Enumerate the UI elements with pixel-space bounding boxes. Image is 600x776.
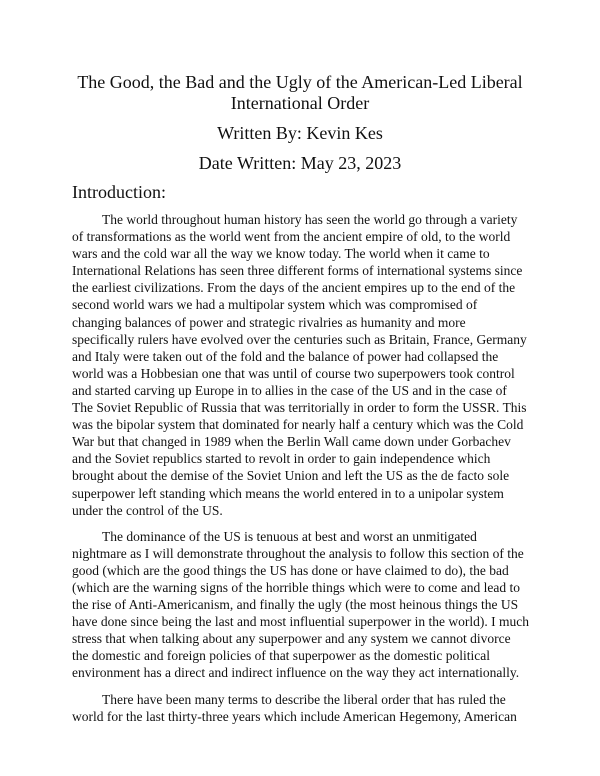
section-heading: Introduction: <box>72 182 166 202</box>
paragraph-3: There have been many terms to describe the liberal order that has ruled the world for the last thirty-three years which include American Hegemony, American <box>72 691 517 724</box>
paragraph-1: The world throughout human history has seen the world go through a variety of transformations as the world went from the ancient empire of old, to the world wars and the cold war all the way we know today. The world when it came to International Relations has seen three different forms of international systems since the earliest civilizations. From the days of the ancient empires up to the end of the second world wars we had a multipolar system which was compromised of changing balances of power and strategic rivalries as humanity and more specifically rulers have evolved over the centuries such as Britain, France, Germany and Italy were taken out of the fold and the balance of power had collapsed the world was a Hobbesian one that was until of course two superpowers took control and started carving up Europe in to allies in the case of the US and in the case of The Soviet Republic of Russia that was territorially in order to form the USSR. This was the bipolar system that dominated for nearly half a century which was the Cold War but that changed in 1989 when the Berlin Wall came down under Gorbachev and the Soviet republics started to revolt in order to gain independence which brought about the demise of the Soviet Union and left the US as the de facto sole superpower left standing which means the world entered in to a unipolar system under the control of the US. <box>72 212 527 518</box>
author-line: Written By: Kevin Kes <box>217 123 383 143</box>
document-title: The Good, the Bad and the Ugly of the American-Led Liberal International Order <box>77 72 523 113</box>
paragraph-2: The dominance of the US is tenuous at best and worst an unmitigated nightmare as I will demonstrate throughout the analysis to follow this section of the good (which are the good things the US has done or have claimed to do), the bad (which are the warning signs of the horrible things which were to come and lead to the rise of Anti-Americanism, and finally the ugly (the most heinous things the US have done since being the last and most influential superpower in the world). I much stress that when talking about any superpower and any system we cannot divorce the domestic and foreign policies of that superpower as the domestic political environment has a direct and indirect influence on the way they act internationally. <box>72 528 530 681</box>
date-line: Date Written: May 23, 2023 <box>198 153 402 173</box>
document-body <box>72 211 530 734</box>
